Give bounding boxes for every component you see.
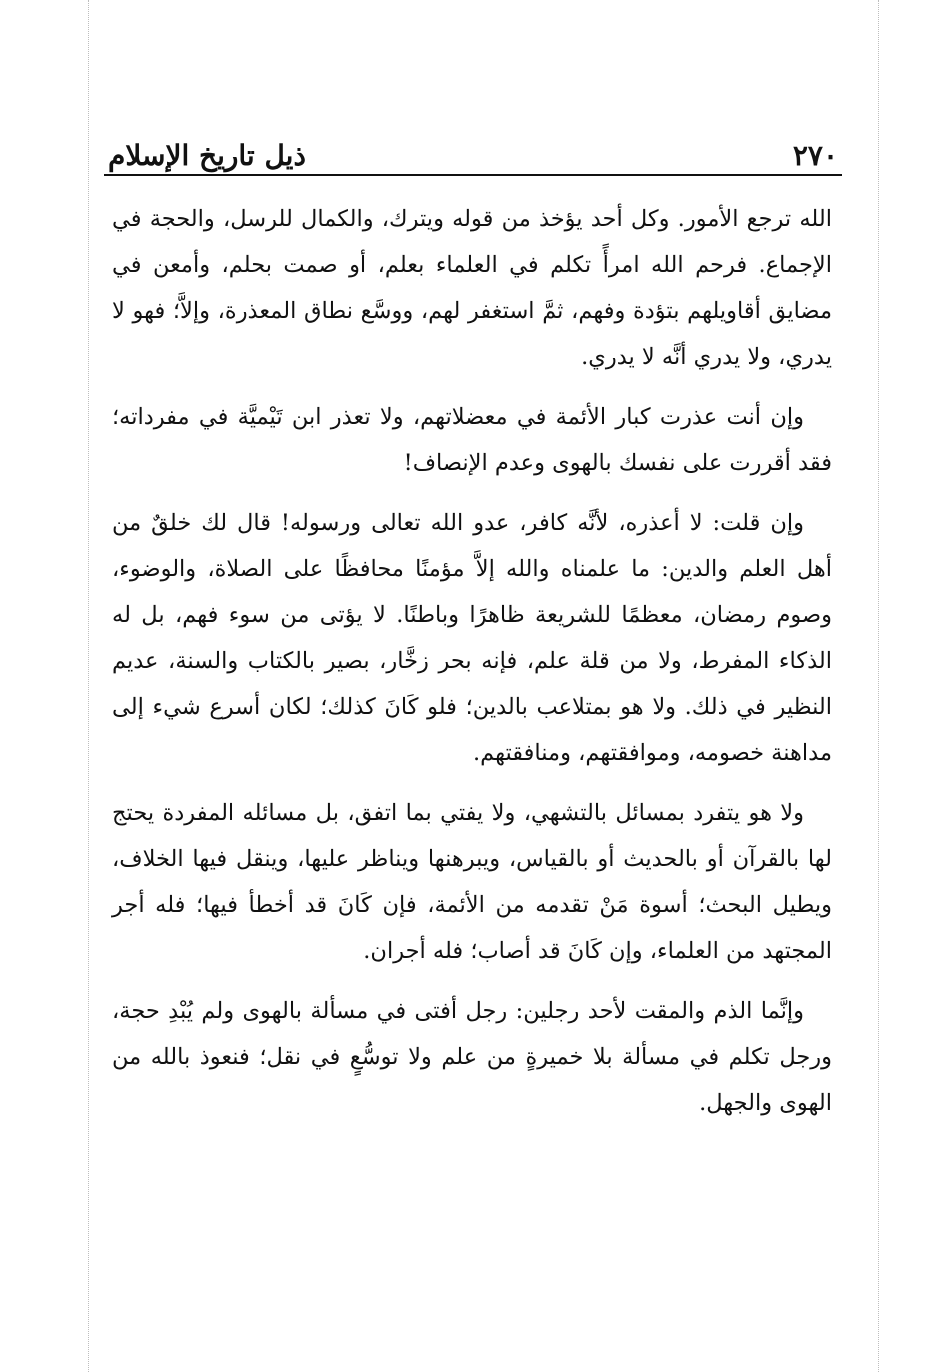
running-title: ذيل تاريخ الإسلام [108, 139, 306, 172]
body-text [112, 196, 832, 1140]
page-number: ٢٧٠ [792, 139, 838, 172]
paragraph-5: وإنَّما الذم والمقت لأحد رجلين: رجل أفتى في مسألة بالهوى ولم يُبْدِ حجة، ورجل تكلم في مسألة بلا خميرةٍ من علم ولا توسُّعٍ في نقل؛ فنعوذ بالله من الهوى والجهل. [112, 998, 832, 1116]
page-header [108, 128, 838, 170]
paragraph-1: الله ترجع الأمور. وكل أحد يؤخذ من قوله ويترك، والكمال للرسل، والحجة في الإجماع. فرحم الله امرأً تكلم في العلماء بعلم، أو صمت بحلم، وأمعن في مضايق أقاويلهم بتؤدة وفهم، ثمَّ استغفر لهم، ووسَّع نطاق المعذرة، وإلاَّ؛ فهو لا يدري، ولا يدري أنَّه لا يدري. [112, 206, 832, 370]
paragraph-3: وإن قلت: لا أعذره، لأنَّه كافر، عدو الله تعالى ورسوله! قال لك خلقٌ من أهل العلم والدين: ما علمناه والله إلاَّ مؤمنًا محافظًا على الصلاة، والوضوء، وصوم رمضان، معظمًا للشريعة ظاهرًا وباطنًا. لا يؤتى من سوء فهم، بل له الذكاء المفرط، ولا من قلة علم، فإنه بحر زخَّار، بصير بالكتاب والسنة، عديم النظير في ذلك. ولا هو بمتلاعب بالدين؛ فلو كَانَ كذلك؛ لكان أسرع شيء إلى مداهنة خصومه، وموافقتهم، ومنافقتهم. [112, 510, 832, 766]
header-rule [104, 174, 842, 176]
paragraph-4: ولا هو يتفرد بمسائل بالتشهي، ولا يفتي بما اتفق، بل مسائله المفردة يحتج لها بالقرآن أو بالحديث أو بالقياس، ويبرهنها ويناظر عليها، وينقل فيها الخلاف، ويطيل البحث؛ أسوة مَنْ تقدمه من الأئمة، فإن كَانَ قد أخطأ فيها؛ فله أجر المجتهد من العلماء، وإن كَانَ قد أصاب؛ فله أجران. [112, 800, 832, 964]
scan-dot-line-left [88, 0, 89, 1372]
scan-dot-line-right [878, 0, 879, 1372]
paragraph-2: وإن أنت عذرت كبار الأئمة في معضلاتهم، ولا تعذر ابن تَيْميَّة في مفرداته؛ فقد أقررت على نفسك بالهوى وعدم الإنصاف! [112, 404, 832, 476]
